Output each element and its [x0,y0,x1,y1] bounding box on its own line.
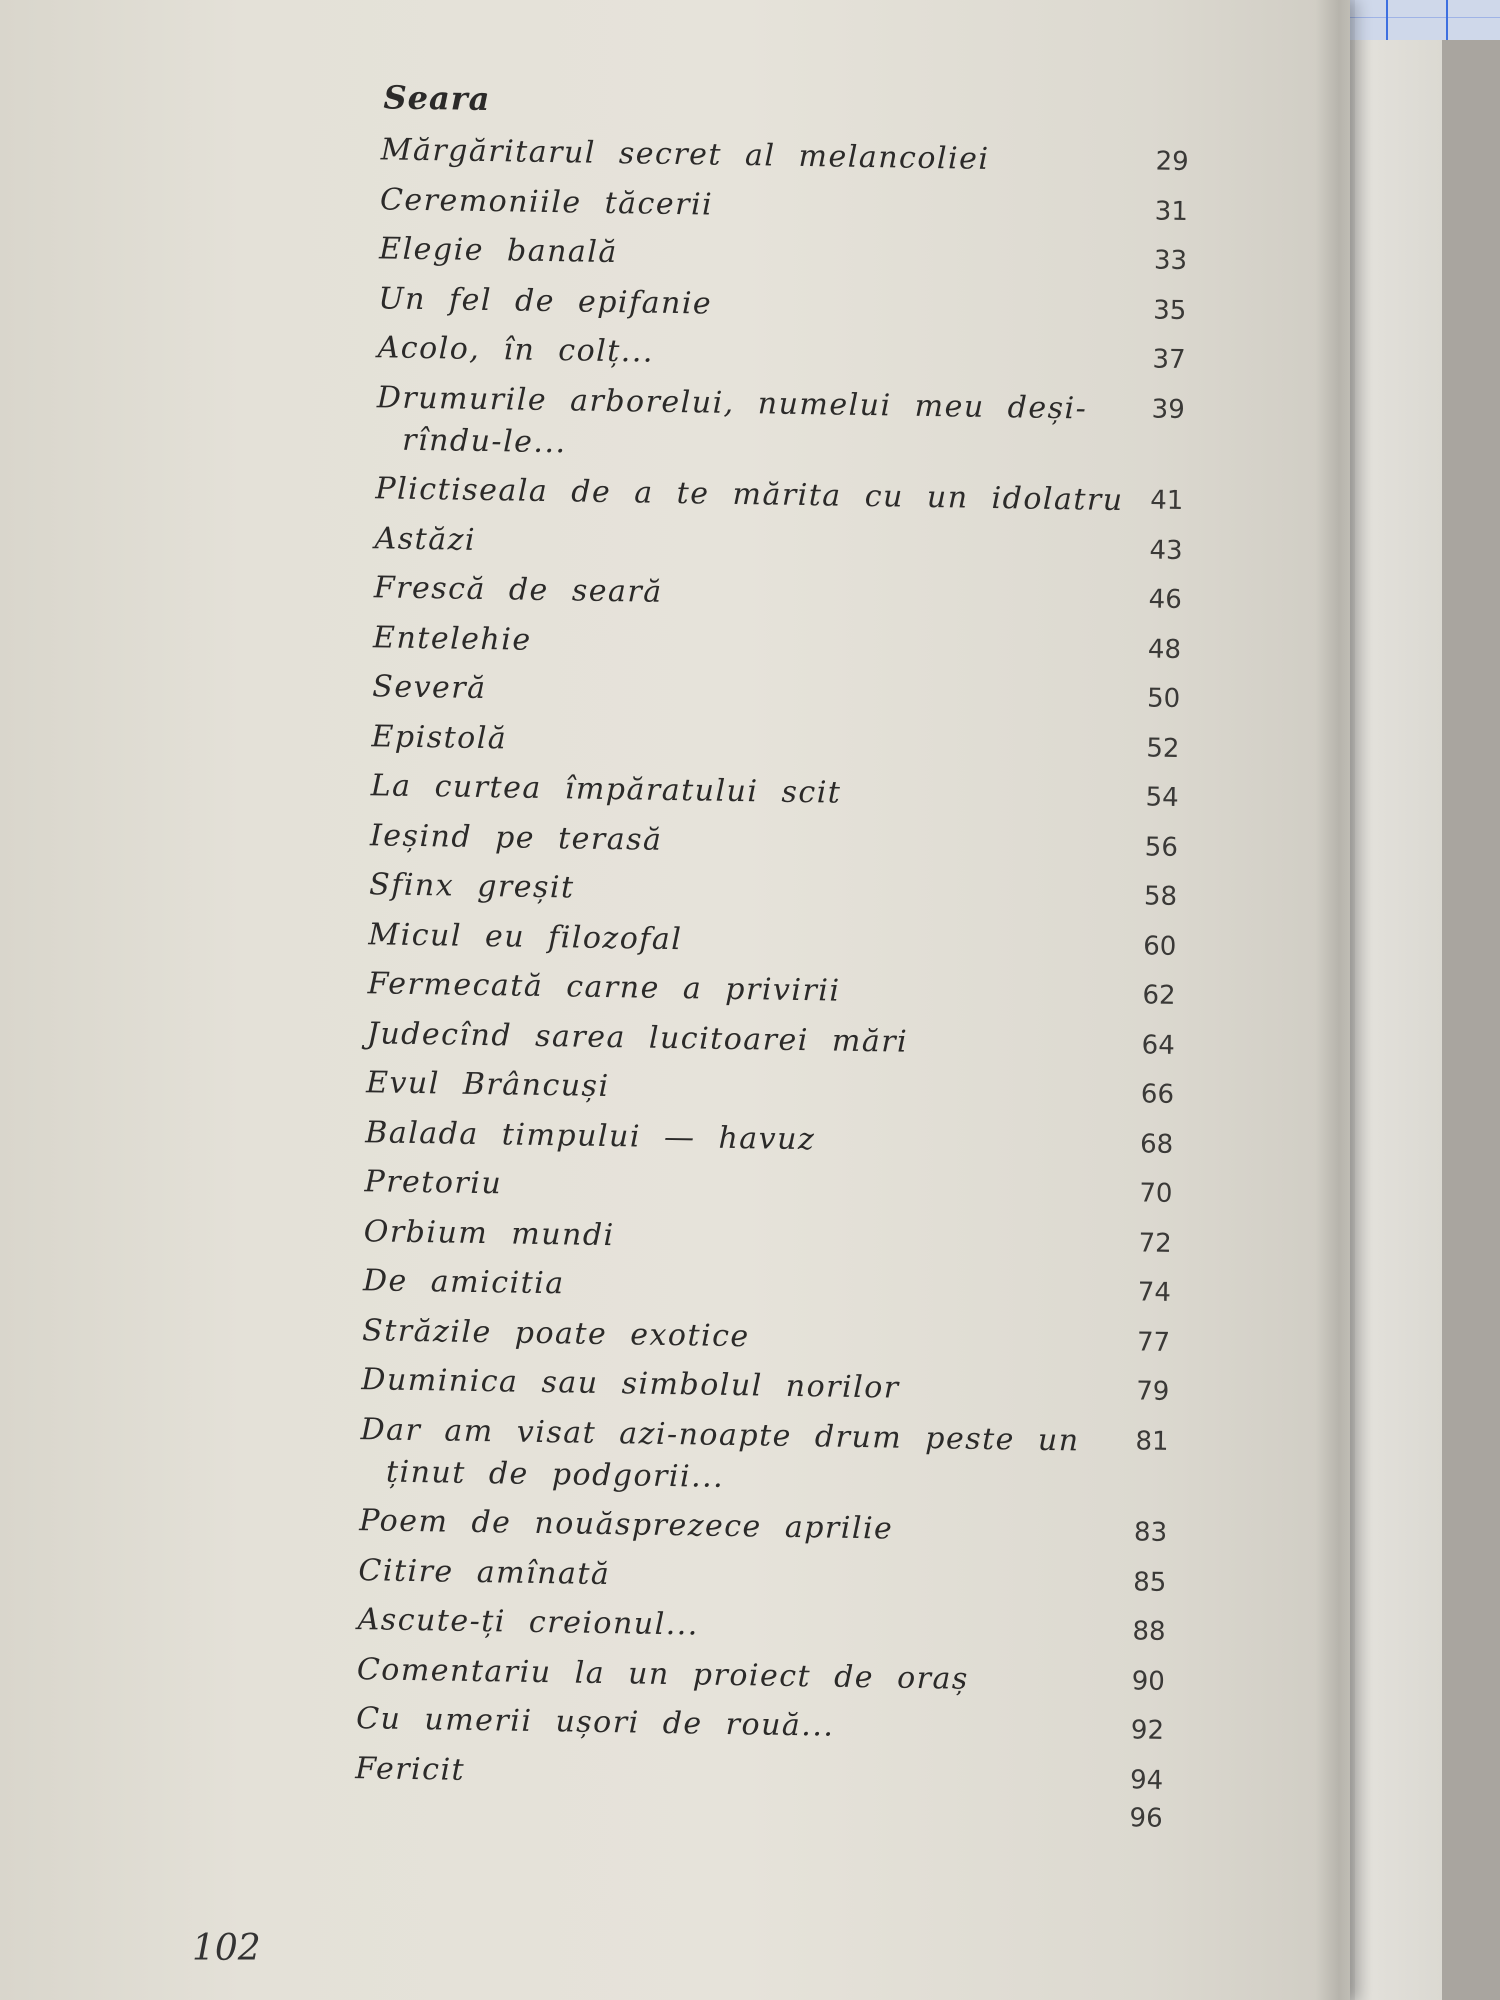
entry-title: Mărgăritarul secret al melancoliei [380,132,990,177]
entry-title: Plictiseala de a te mărita cu un idolatru [375,471,1124,519]
entry-page-number: 77 [1136,1326,1171,1358]
entry-page-number: 83 [1133,1517,1168,1548]
entry-title: Ieșind pe terasă [369,817,663,858]
toc-heading: Seara [383,78,491,119]
entry-page-number: 92 [1130,1715,1165,1746]
entry-page-number: 81 [1135,1425,1169,1457]
entry-title: Epistolă [371,718,508,756]
entry-title: Fericit [355,1750,466,1788]
entry-page-number: 54 [1145,782,1179,814]
entry-title: Fermecată carne a privirii [367,966,841,1009]
entry-title: Micul eu filozofal [368,916,683,957]
entry-title: Entelehie [372,619,532,658]
page-number: 102 [192,1928,261,1969]
entry-title: Un fel de epifanie [378,280,713,322]
entry-page-number: 52 [1146,732,1180,764]
entry-title: Ascute-ți creionul... [357,1602,700,1643]
binding-shadow [1315,0,1355,2000]
right-page-edge [1340,0,1442,2000]
entry-title: Balada timpului — havuz [365,1114,816,1157]
entry-page-number: 41 [1150,485,1184,517]
entry-page-number: 60 [1143,930,1177,962]
entry-title: Drumurile arborelui, numelui meu deși- [376,379,1088,426]
entry-page-number: 79 [1136,1376,1170,1407]
entry-title: Ceremoniile tăcerii [379,181,714,223]
entry-page-number: 56 [1144,831,1179,863]
entry-title-continuation: rîndu-le... [401,422,567,460]
entry-page-number: 33 [1153,245,1188,277]
entry-page-number: 85 [1133,1566,1167,1598]
entry-page-number: 39 [1151,393,1186,425]
entry-page-number: 46 [1148,584,1183,616]
entry-page-number: 43 [1149,535,1183,566]
entry-page-number: 94 [1129,1764,1164,1796]
graph-paper-corner [1330,0,1500,40]
entry-page-number: 74 [1137,1277,1172,1308]
entry-page-number: 70 [1139,1178,1173,1209]
entry-title: Evul Brâncuși [365,1065,610,1105]
entry-page-number: 29 [1155,146,1189,178]
entry-title: Sfinx greșit [368,867,575,906]
entry-title: Astăzi [374,520,477,558]
entry-page-number: 62 [1142,980,1176,1011]
entry-title: Frescă de seară [373,570,663,610]
entry-page-number: 50 [1146,683,1181,715]
entry-title: Judecînd sarea lucitoarei mări [366,1015,909,1060]
entry-page-number: 58 [1143,881,1178,912]
entry-title: Comentariu la un proiect de oraș [356,1651,970,1697]
entry-title: Poem de nouăsprezece aprilie [358,1503,894,1547]
entry-title: Elegie banală [378,231,619,271]
entry-title-continuation: ținut de podgorii... [385,1454,725,1495]
entry-title: La curtea împăratului scit [370,768,842,811]
entry-page-number: 90 [1131,1665,1166,1697]
entry-page-number: 31 [1154,196,1189,227]
entry-title: Citire amînată [358,1552,611,1592]
entry-page-number: 35 [1152,294,1187,326]
entry-title: Cu umerii ușori de rouă... [355,1701,835,1744]
entry-title: De amicitia [362,1263,565,1302]
entry-title: Severă [372,669,487,707]
entry-title: Străzile poate exotice [361,1312,750,1354]
entry-page-number: 68 [1139,1128,1174,1160]
entry-title: Duminica sau simbolul norilor [361,1362,900,1406]
entry-title: Acolo, în colț... [377,330,655,370]
entry-title: Pretoriu [364,1164,503,1202]
table-of-contents [355,70,1190,1834]
entry-page-number: 64 [1141,1029,1176,1061]
entry-page-number: 66 [1140,1079,1175,1110]
trailing-page-number: 96 [1129,1802,1163,1834]
entry-page-number: 37 [1152,344,1186,376]
entry-page-number: 48 [1147,634,1182,665]
entry-title: Orbium mundi [363,1213,615,1253]
entry-title: Dar am visat azi-noapte drum peste un [360,1411,1080,1459]
entry-page-number: 88 [1132,1616,1166,1647]
entry-page-number: 72 [1138,1227,1172,1259]
